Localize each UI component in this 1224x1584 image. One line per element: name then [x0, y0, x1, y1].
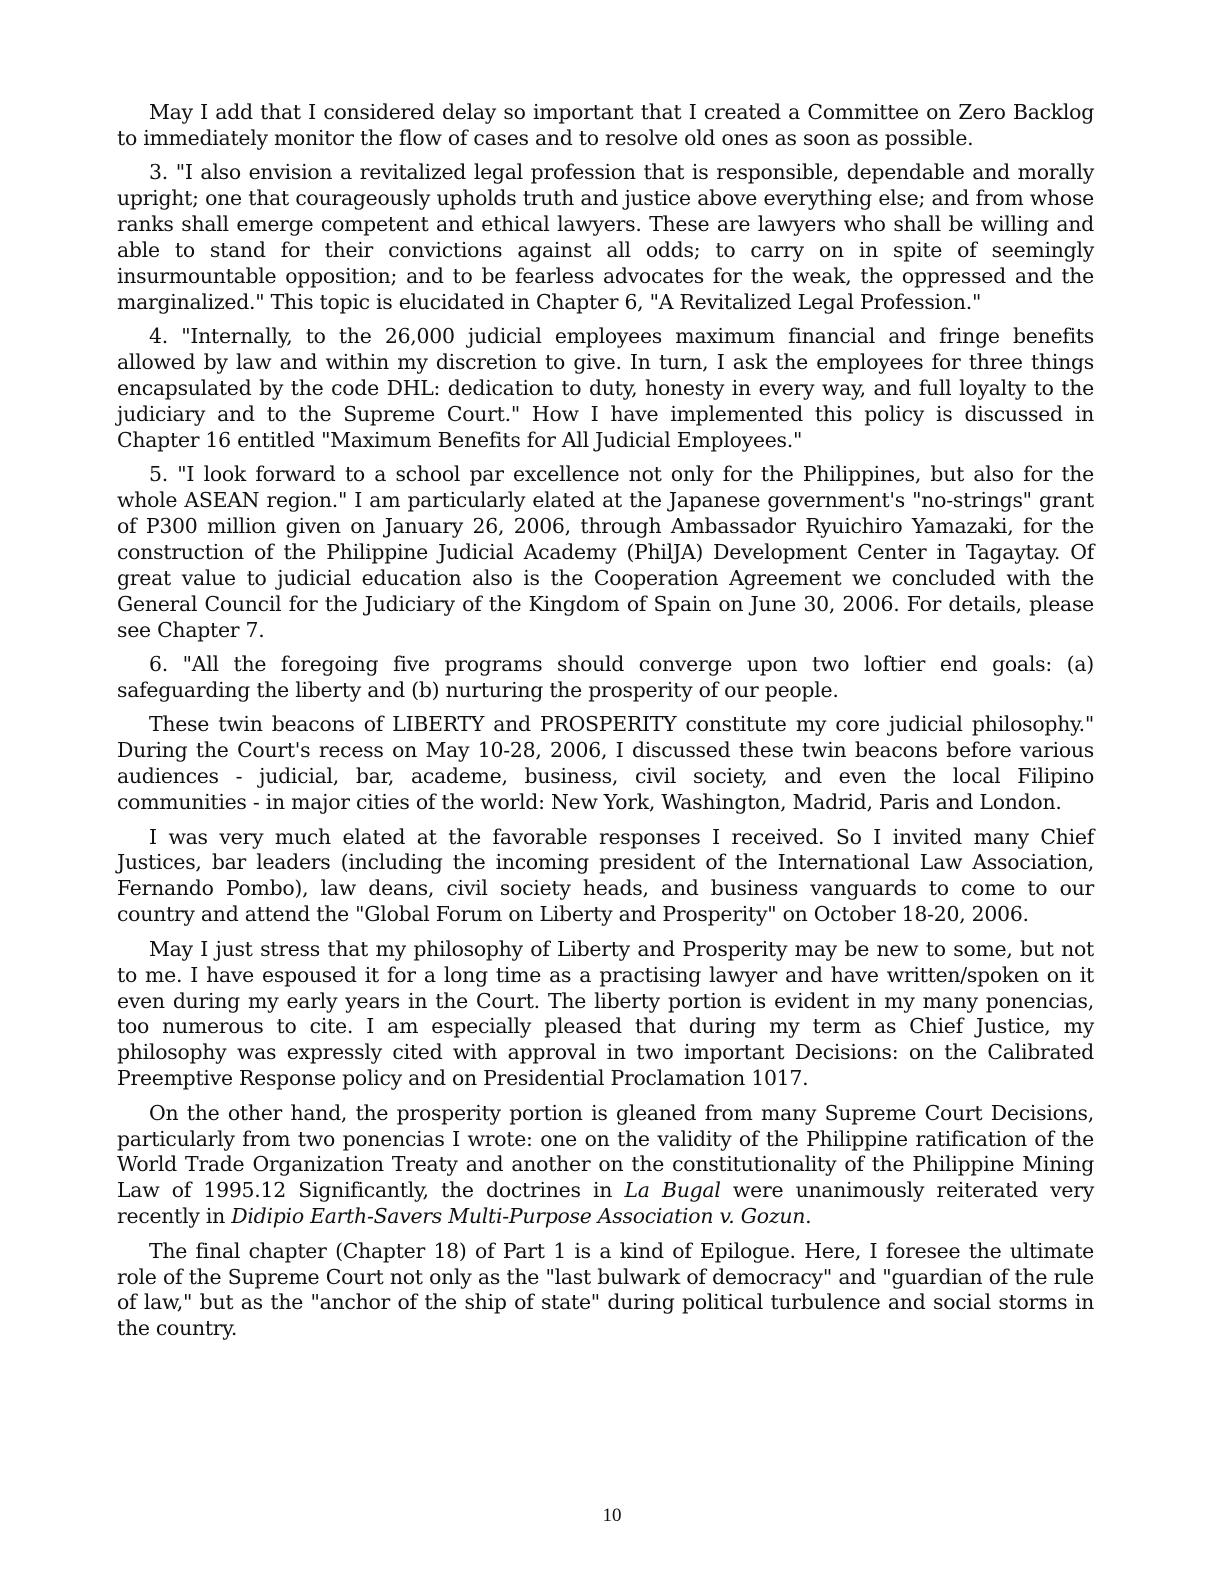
paragraph-text: I was very much elated at the favorable responses I received. So I invited many Chief Justices, bar leaders (including the incoming president of the International Law Association, Fernando Pombo), law deans, civil society heads, and business vanguards to come to our country and attend the "Global Forum on Liberty and Prosperity" on October 18-20, 2006.: [117, 824, 1094, 927]
paragraph-text: May I just stress that my philosophy of Liberty and Prosperity may be new to some, but not to me. I have espoused it for a long time as a practising lawyer and have written/spoken on it even during my early years in the Court. The liberty portion is evident in my many ponencias, too numerous to cite. I am especially pleased that during my term as Chief Justice, my philosophy was expressly cited with approval in two important Decisions: on the Calibrated Preemptive Response policy and on Presidential Proclamation 1017.: [117, 936, 1094, 1091]
paragraph-text: 6. "All the foregoing five programs should converge upon two loftier end goals: (a) safeguarding the liberty and (b) nurturing the prosperity of our people.: [117, 652, 1094, 703]
paragraph-text: were unanimously reiterated very recently in: [117, 1178, 1094, 1229]
paragraph-text: May I add that I considered delay so important that I created a Committee on Zero Backlog to immediately monitor the flow of cases and to resolve old ones as soon as possible.: [117, 100, 1094, 150]
paragraph: [117, 160, 1094, 315]
paragraph: [117, 712, 1094, 816]
paragraph: [117, 100, 1094, 152]
paragraph-text: On the other hand, the prosperity portion is gleaned from many Supreme Court Decisions, particularly from two ponencias I wrote: one on the validity of the Philippine ratification of the World Trade Organization Treaty and another on the constitutionality of the Philippine Mining Law of 1995.12 Significantly, the doctrines in: [117, 1100, 1094, 1203]
paragraph-text: The final chapter (Chapter 18) of Part 1 is a kind of Epilogue. Here, I foresee the ultimate role of the Supreme Court not only as the "last bulwark of democracy" and "guardian of the rule of law," but as the "anchor of the ship of state" during political turbulence and social storms in the country.: [117, 1238, 1094, 1341]
paragraph: [117, 1239, 1094, 1343]
paragraph-text: 5. "I look forward to a school par excellence not only for the Philippines, but also for the whole ASEAN region." I am particularly elated at the Japanese government's "no-strings" grant of P300 million given on January 26, 2006, through Ambassador Ryuichiro Yamazaki, for the construction of the Philippine Judicial Academy (PhilJA) Development Center in Tagaytay. Of great value to judicial education also is the Cooperation Agreement we concluded with the General Council for the Judiciary of the Kingdom of Spain on June 30, 2006. For details, please see Chapter 7.: [117, 462, 1094, 642]
paragraph: [117, 825, 1094, 929]
page-number: 10: [602, 1505, 622, 1526]
italic-case-name: Didipio Earth-Savers Multi-Purpose Association v. Gozun: [231, 1204, 806, 1229]
paragraph: [117, 1101, 1094, 1231]
paragraph: [117, 652, 1094, 704]
paragraph: [117, 324, 1094, 454]
paragraph-text: 4. "Internally, to the 26,000 judicial employees maximum financial and fringe benefits allowed by law and within my discretion to give. In turn, I ask the employees for three things encapsulated by the code DHL: dedication to duty, honesty in every way, and full loyalty to the judiciary and to the Supreme Court." How I have implemented this policy is discussed in Chapter 16 entitled "Maximum Benefits for All Judicial Employees.": [117, 324, 1094, 452]
paragraph: [117, 462, 1094, 643]
paragraph-text: These twin beacons of LIBERTY and PROSPERITY constitute my core judicial philosophy." During the Court's recess on May 10-28, 2006, I discussed these twin beacons before various audiences - judicial, bar, academe, business, civil society, and even the local Filipino communities - in major cities of the world: New York, Washington, Madrid, Paris and London.: [117, 712, 1094, 815]
paragraph: [117, 937, 1094, 1092]
paragraph-text: .: [805, 1204, 812, 1229]
document-body: [117, 100, 1094, 1351]
paragraph-text: 3. "I also envision a revitalized legal profession that is responsible, dependable and morally upright; one that courageously upholds truth and justice above everything else; and from whose ranks shall emerge competent and ethical lawyers. These are lawyers who shall be willing and able to stand for their convictions against all odds; to carry on in spite of seemingly insurmountable opposition; and to be fearless advocates for the weak, the oppressed and the marginalized." This topic is elucidated in Chapter 6, "A Revitalized Legal Profession.": [117, 160, 1094, 314]
italic-case-name: La Bugal: [624, 1178, 721, 1203]
